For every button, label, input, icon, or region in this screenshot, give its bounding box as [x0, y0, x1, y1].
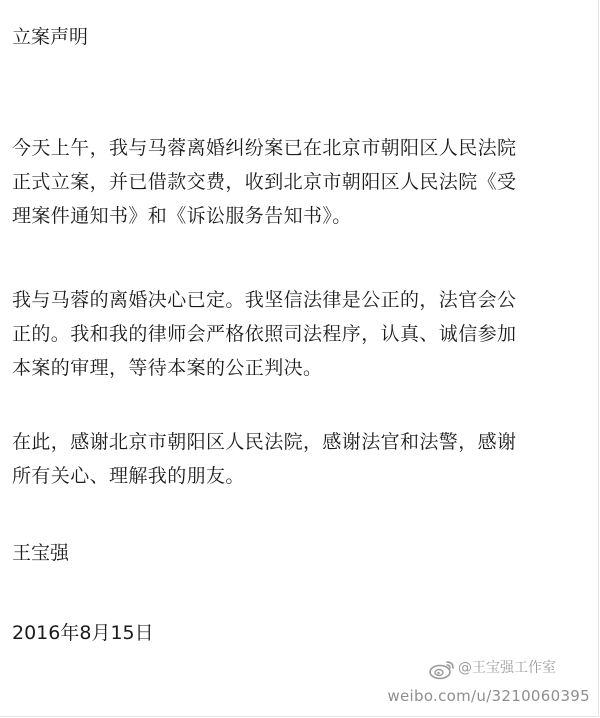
paragraph-line: 我与马蓉的离婚决心已定。我坚信法律是公正的，法官会公	[12, 289, 517, 311]
weibo-logo-icon	[428, 658, 456, 680]
paragraph-line: 正式立案，并已借款交费，收到北京市朝阳区人民法院《受	[12, 171, 517, 193]
signature-name: 王宝强	[12, 542, 70, 564]
paragraph-line: 所有关心、理解我的朋友。	[12, 465, 245, 487]
paragraph-line: 本案的审理，等待本案的公正判决。	[12, 357, 323, 379]
paragraph-line: 在此，感谢北京市朝阳区人民法院，感谢法官和法警，感谢	[12, 431, 517, 453]
weibo-watermark	[387, 654, 592, 710]
document-title: 立案声明	[12, 26, 89, 48]
weibo-account-name: @王宝强工作室	[458, 660, 556, 676]
weibo-url: weibo.com/u/3210060395	[387, 687, 590, 705]
statement-date: 2016年8月15日	[12, 622, 154, 644]
paragraph-filing	[12, 131, 592, 233]
paragraph-line: 理案件通知书》和《诉讼服务告知书》。	[12, 205, 352, 227]
paragraph-line: 正的。我和我的律师会严格依照司法程序，认真、诚信参加	[12, 323, 517, 345]
paragraph-resolve	[12, 283, 592, 385]
paragraph-thanks	[12, 425, 592, 493]
paragraph-line: 今天上午，我与马蓉离婚纠纷案已在北京市朝阳区人民法院	[12, 137, 517, 159]
